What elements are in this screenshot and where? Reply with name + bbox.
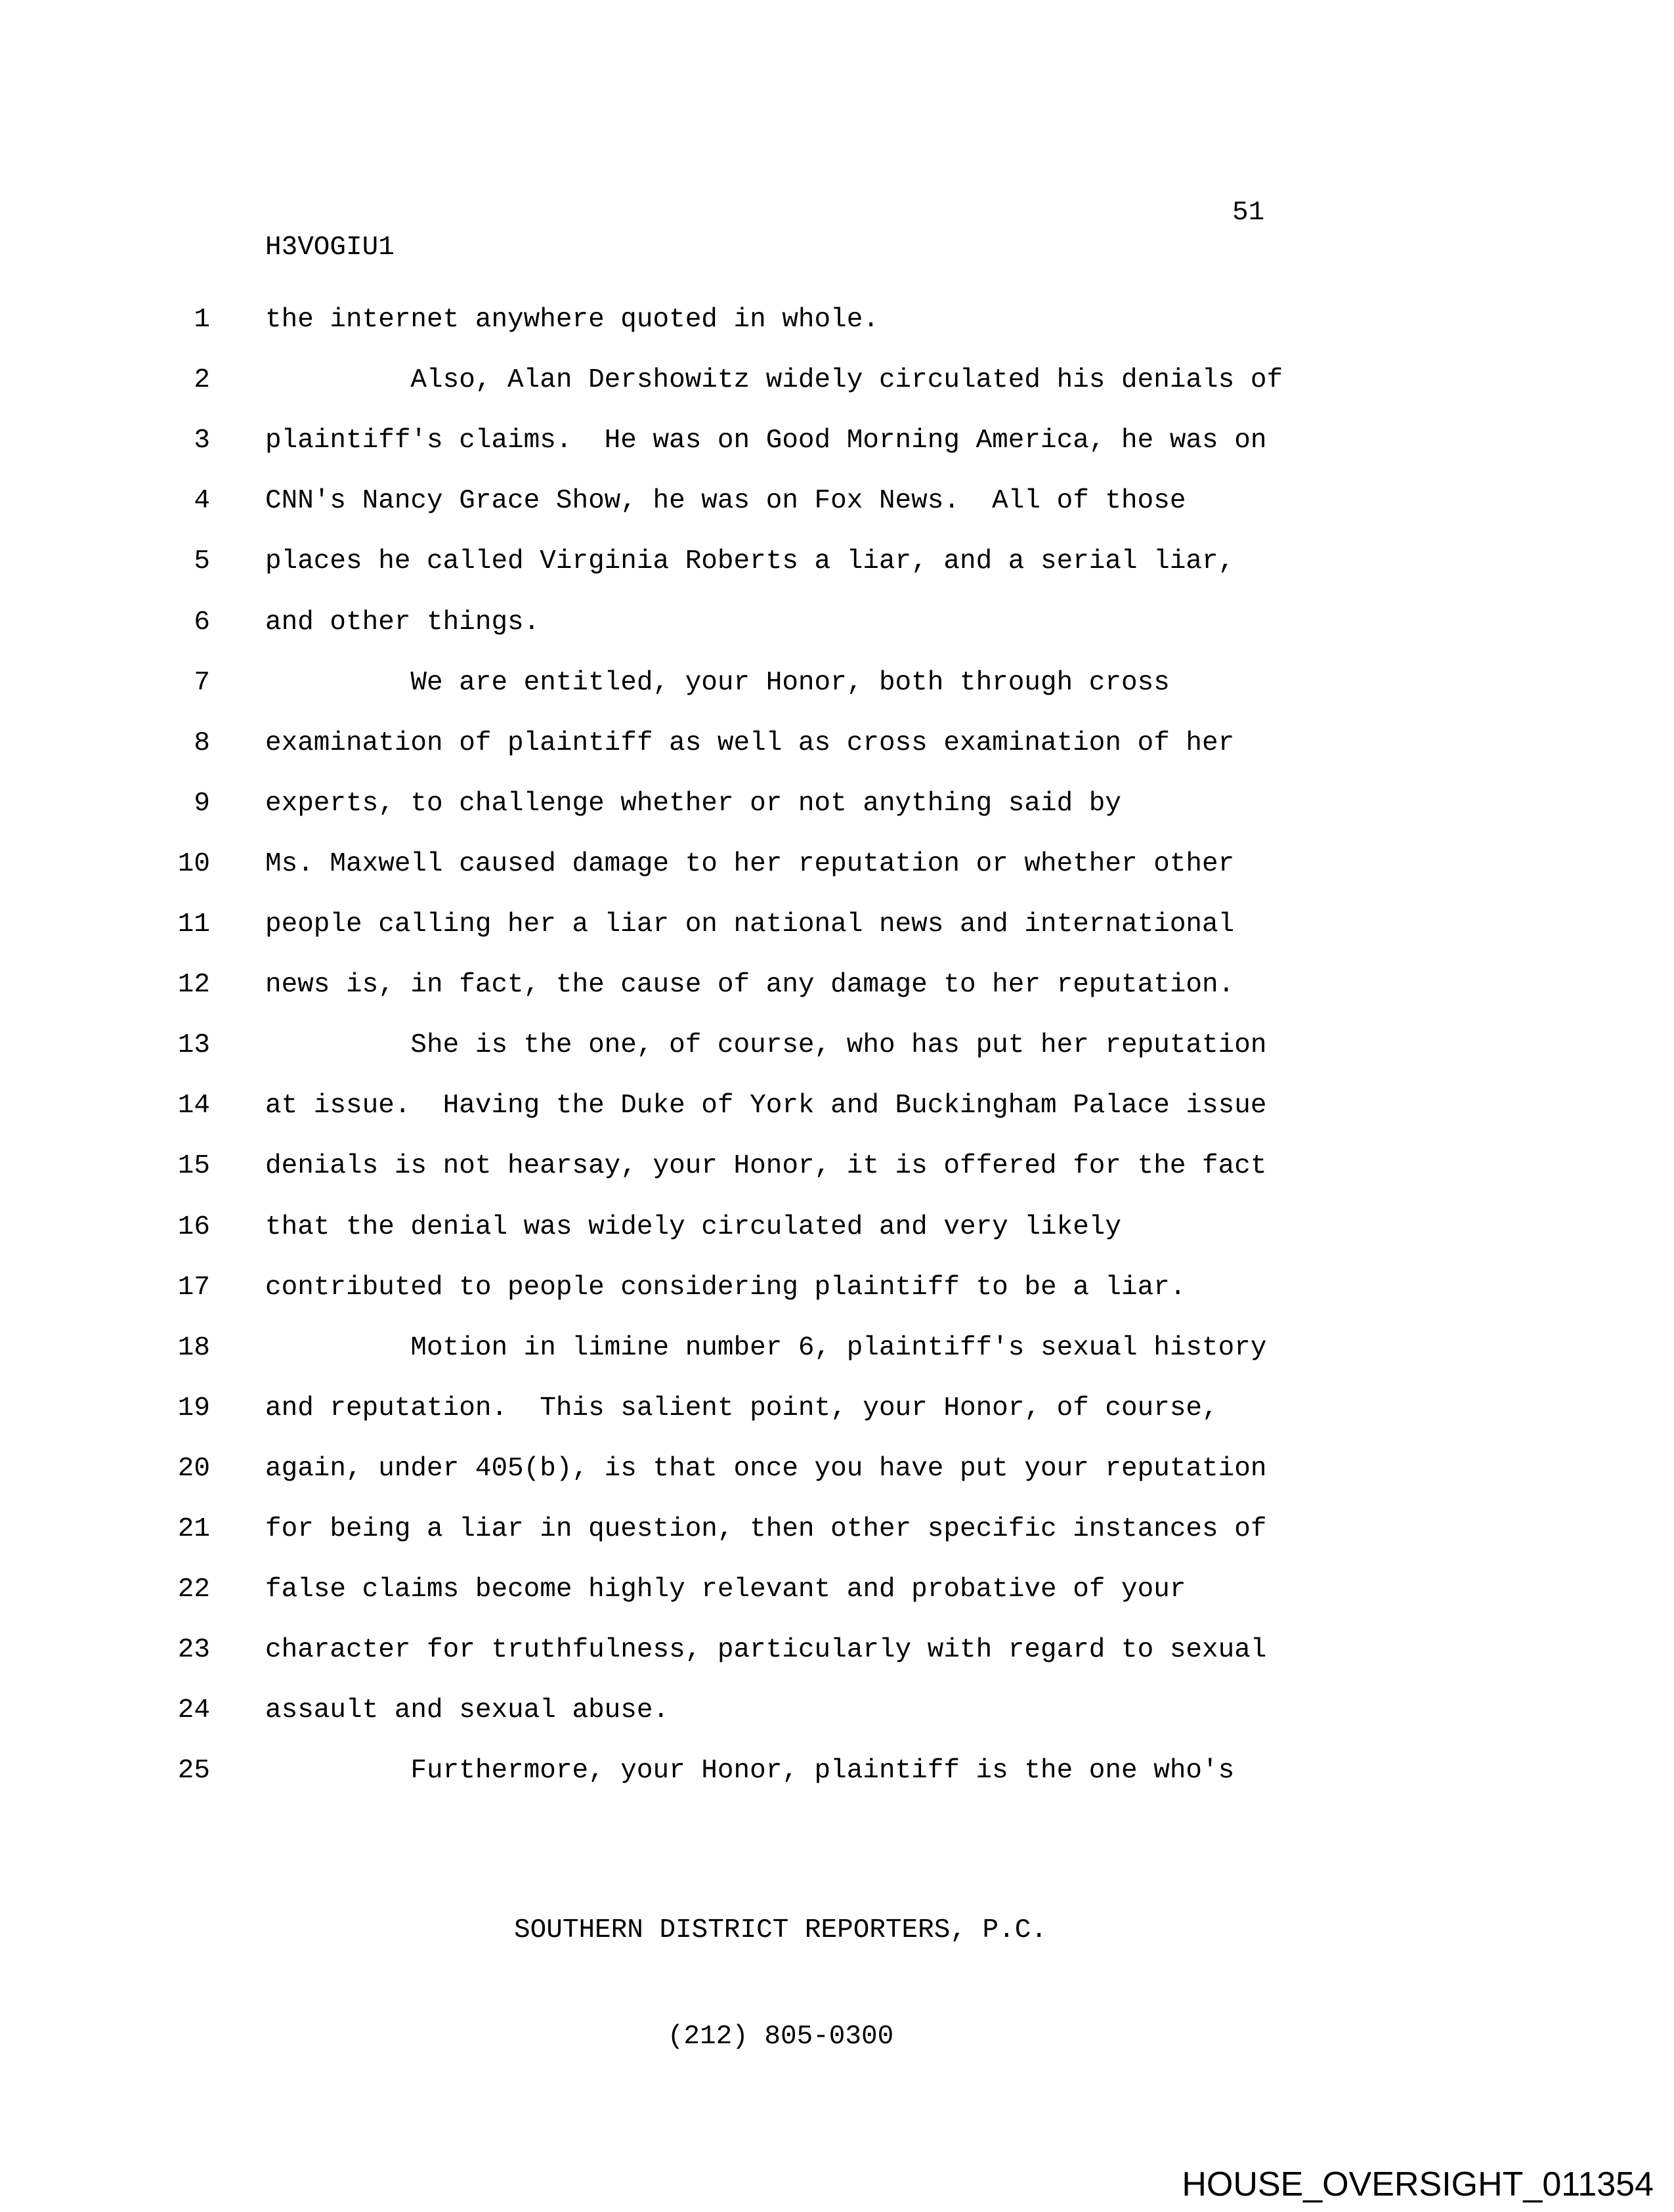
transcript-line xyxy=(0,425,1674,465)
transcript-line xyxy=(0,1756,1674,1795)
line-text: experts, to challenge whether or not anything said by xyxy=(265,788,1122,819)
line-number: 20 xyxy=(177,1453,210,1484)
line-text: Furthermore, your Honor, plaintiff is the one who's xyxy=(265,1756,1235,1787)
line-text: examination of plaintiff as well as cross examination of her xyxy=(265,727,1235,758)
transcript-line xyxy=(0,1272,1674,1312)
line-number: 21 xyxy=(177,1514,210,1544)
line-text: assault and sexual abuse. xyxy=(265,1695,670,1726)
line-number: 12 xyxy=(177,970,210,1001)
transcript-line xyxy=(0,1695,1674,1735)
line-text: news is, in fact, the cause of any damage to her reputation. xyxy=(265,970,1235,1001)
line-text: again, under 405(b), is that once you have put your reputation xyxy=(265,1453,1267,1484)
line-text: CNN's Nancy Grace Show, he was on Fox News. All of those xyxy=(265,486,1186,517)
bates-number: HOUSE_OVERSIGHT_011354 xyxy=(1182,2165,1654,2203)
line-number: 17 xyxy=(177,1272,210,1303)
transcript-line xyxy=(0,1333,1674,1372)
transcript-line xyxy=(0,1393,1674,1433)
transcript-line xyxy=(0,607,1674,647)
page-number: 51 xyxy=(1232,198,1265,228)
transcript-line xyxy=(0,1212,1674,1251)
line-text: character for truthfulness, particularly with regard to sexual xyxy=(265,1635,1267,1666)
transcript-line xyxy=(0,1151,1674,1190)
line-text: contributed to people considering plaintiff to be a liar. xyxy=(265,1272,1186,1303)
transcript-line xyxy=(0,546,1674,586)
line-text: at issue. Having the Duke of York and Buckingham Palace issue xyxy=(265,1091,1267,1121)
line-number: 1 xyxy=(194,305,210,335)
footer-reporter-name: SOUTHERN DISTRICT REPORTERS, P.C. xyxy=(514,1915,1047,1945)
line-number: 22 xyxy=(177,1574,210,1605)
line-number: 25 xyxy=(177,1756,210,1787)
line-number: 7 xyxy=(194,667,210,698)
transcript-line xyxy=(0,365,1674,404)
line-number: 8 xyxy=(194,727,210,758)
transcript-line xyxy=(0,849,1674,888)
line-number: 9 xyxy=(194,788,210,819)
line-number: 24 xyxy=(177,1695,210,1726)
transcript-line xyxy=(0,1030,1674,1070)
transcript-line xyxy=(0,668,1674,707)
line-number: 23 xyxy=(177,1635,210,1666)
line-number: 3 xyxy=(194,425,210,456)
transcript-id: H3VOGIU1 xyxy=(265,232,395,263)
transcript-line xyxy=(0,789,1674,828)
line-text: We are entitled, your Honor, both through cross xyxy=(265,667,1170,698)
line-number: 6 xyxy=(194,607,210,638)
line-text: Also, Alan Dershowitz widely circulated his denials of xyxy=(265,365,1283,396)
transcript-line xyxy=(0,728,1674,768)
line-number: 19 xyxy=(177,1393,210,1423)
line-number: 15 xyxy=(177,1151,210,1182)
line-text: Motion in limine number 6, plaintiff's sexual history xyxy=(265,1332,1267,1363)
reporter-footer xyxy=(263,1842,1298,2125)
line-text: people calling her a liar on national news and international xyxy=(265,909,1235,940)
line-text: places he called Virginia Roberts a liar, and a serial liar, xyxy=(265,546,1235,577)
line-text: plaintiff's claims. He was on Good Morning America, he was on xyxy=(265,425,1267,456)
transcript-line xyxy=(0,909,1674,949)
line-text: that the denial was widely circulated and very likely xyxy=(265,1211,1122,1242)
transcript-line xyxy=(0,1091,1674,1130)
transcript-line xyxy=(0,486,1674,525)
footer-phone: (212) 805-0300 xyxy=(667,2022,894,2052)
line-text: She is the one, of course, who has put her reputation xyxy=(265,1030,1267,1061)
line-number: 10 xyxy=(177,848,210,879)
line-text: and other things. xyxy=(265,607,540,638)
line-number: 2 xyxy=(194,365,210,396)
line-number: 5 xyxy=(194,546,210,577)
transcript-line xyxy=(0,1454,1674,1493)
transcript-line xyxy=(0,1574,1674,1614)
line-text: denials is not hearsay, your Honor, it is offered for the fact xyxy=(265,1151,1267,1182)
line-text: the internet anywhere quoted in whole. xyxy=(265,305,879,335)
line-text: Ms. Maxwell caused damage to her reputation or whether other xyxy=(265,848,1235,879)
line-number: 13 xyxy=(177,1030,210,1061)
line-number: 4 xyxy=(194,486,210,517)
line-text: for being a liar in question, then other specific instances of xyxy=(265,1514,1267,1544)
transcript-line xyxy=(0,305,1674,344)
line-text: false claims become highly relevant and probative of your xyxy=(265,1574,1186,1605)
transcript-line xyxy=(0,1514,1674,1553)
line-number: 11 xyxy=(177,909,210,940)
line-text: and reputation. This salient point, your Honor, of course, xyxy=(265,1393,1218,1423)
line-number: 14 xyxy=(177,1091,210,1121)
line-number: 18 xyxy=(177,1332,210,1363)
transcript-line xyxy=(0,970,1674,1009)
line-number: 16 xyxy=(177,1211,210,1242)
transcript-line xyxy=(0,1635,1674,1674)
